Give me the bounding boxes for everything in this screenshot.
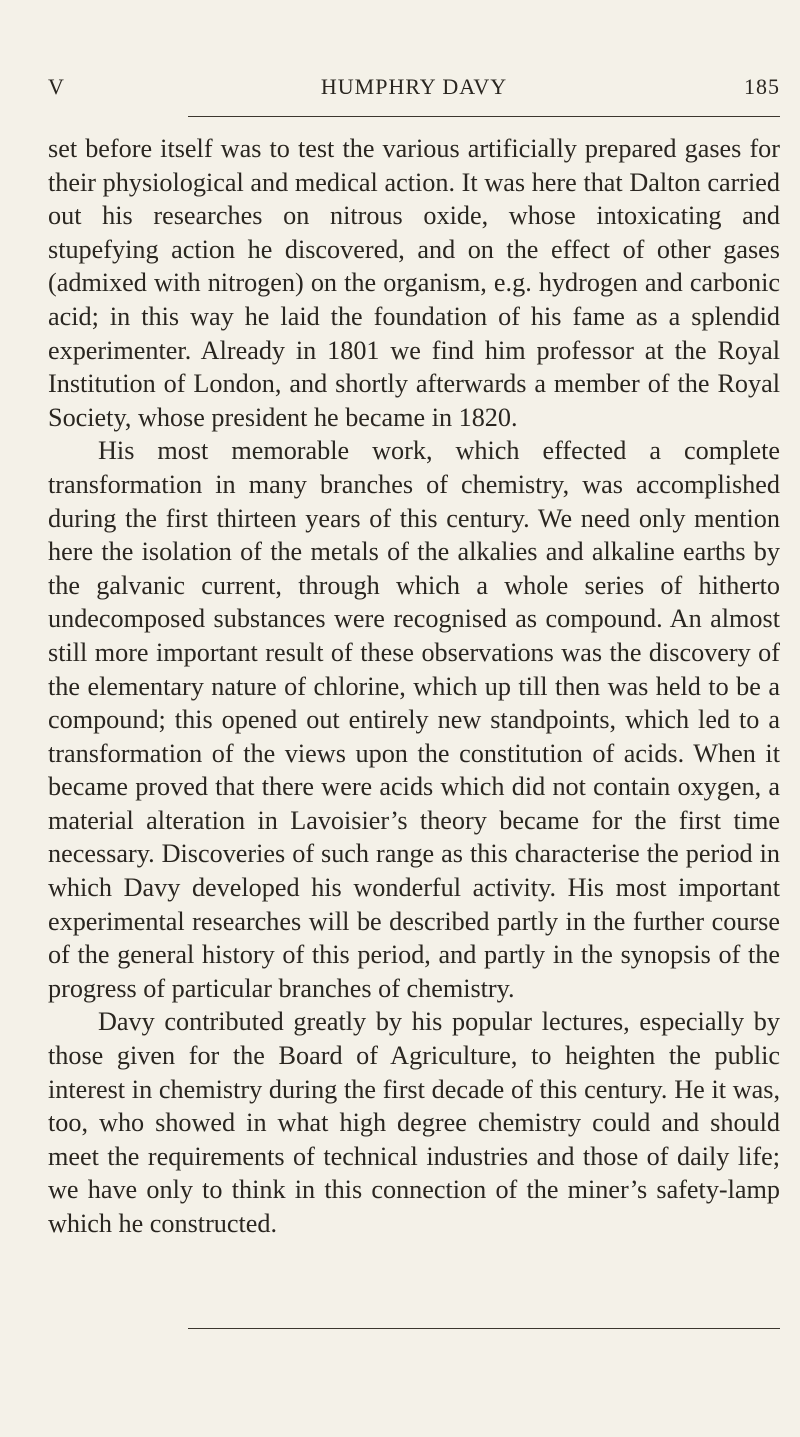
body-text <box>48 132 780 1241</box>
running-title: HUMPHRY DAVY <box>320 74 508 99</box>
footer-rule <box>188 1328 780 1329</box>
paragraph-1: set before itself was to test the various artificially prepared gases for their physiological and medical action. It was here that Dalton carried out his researches on nitrous oxide, whose intoxicating and stupefying action he discovered, and on the effect of other gases (admixed with nitrogen) on the organism, e.g. hydrogen and carbonic acid; in this way he laid the foundation of his fame as a splendid experimenter. Already in 1801 we find him professor at the Royal Institution of London, and shortly afterwards a member of the Royal Society, whose president he became in 1820. <box>48 134 780 432</box>
paragraph-3: Davy contributed greatly by his popular lectures, especially by those given for the Board of Agriculture, to heighten the public interest in chemistry during the first decade of this century. He it was, too, who showed in what high degree chemistry could and should meet the requirements of technical industries and those of daily life; we have only to think in this connection of the miner’s safety-lamp which he constructed. <box>48 1007 780 1238</box>
running-head <box>48 74 780 104</box>
header-rule <box>188 116 780 117</box>
paragraph-2: His most memorable work, which effected a complete transformation in many branches of chemistry, was accomplished during the first thirteen years of this century. We need only mention here the isolation of the metals of the alkalies and alkaline earths by the galvanic current, through which a whole series of hitherto undecomposed substances were recognised as compound. An almost still more important result of these observations was the discovery of the elementary nature of chlorine, which up till then was held to be a compound; this opened out entirely new standpoints, which led to a transformation of the views upon the constitution of acids. When it became proved that there were acids which did not contain oxygen, a material alteration in Lavoisier’s theory became for the first time necessary. Discoveries of such range as this characterise the period in which Davy developed his wonderful activity. His most important experimental researches will be described partly in the further course of the general history of this period, and partly in the synopsis of the progress of particular branches of chemistry. <box>48 436 780 1003</box>
chapter-number: V <box>48 74 65 99</box>
page-number: 185 <box>744 74 780 99</box>
